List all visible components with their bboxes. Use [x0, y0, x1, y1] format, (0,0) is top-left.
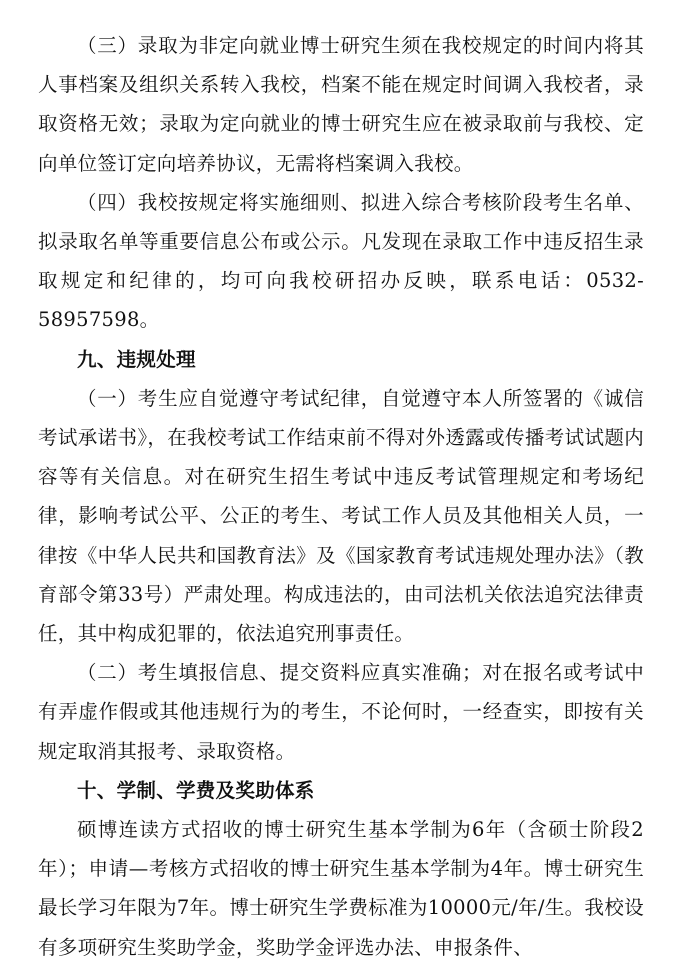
paragraph-publicity-contact: （四）我校按规定将实施细则、拟进入综合考核阶段考生名单、拟录取名单等重要信息公布或公示。凡发现在录取工作中违反招生录取规定和纪律的，均可向我校研招办反映，联系电话：0532-58957598。	[38, 190, 644, 332]
paragraph-exam-discipline: （一）考生应自觉遵守考试纪律，自觉遵守本人所签署的《诚信考试承诺书》，在我校考试工作结束前不得对外透露或传播考试试题内容等有关信息。对在研究生招生考试中违反考试管理规定和考场纪律，影响考试公平、公正的考生、考试工作人员及其他相关人员，一律按《中华人民共和国教育法》及《国家教育考试违规处理办法》（教育部令第33号）严肃处理。构成违法的，由司法机关依法追究法律责任，其中构成犯罪的，依法追究刑事责任。	[38, 386, 644, 646]
section-heading-tuition: 十、学制、学费及奖助体系	[77, 778, 315, 802]
paragraph-duration-tuition: 硕博连读方式招收的博士研究生基本学制为6年（含硕士阶段2年）；申请—考核方式招收的博士研究生基本学制为4年。博士研究生最长学习年限为7年。博士研究生学费标准为10000元/年/生。我校设有多项研究生奖助学金，奖助学金评选办法、申报条件、	[38, 818, 644, 959]
paragraph-archive-transfer: （三）录取为非定向就业博士研究生须在我校规定的时间内将其人事档案及组织关系转入我校，档案不能在规定时间调入我校者，录取资格无效；录取为定向就业的博士研究生应在被录取前与我校、定向单位签订定向培养协议，无需将档案调入我校。	[38, 34, 644, 175]
paragraph-false-information: （二）考生填报信息、提交资料应真实准确；对在报名或考试中有弄虚作假或其他违规行为的考生，不论何时，一经查实，即按有关规定取消其报考、录取资格。	[38, 661, 644, 763]
section-heading-violations: 九、违规处理	[77, 347, 196, 371]
